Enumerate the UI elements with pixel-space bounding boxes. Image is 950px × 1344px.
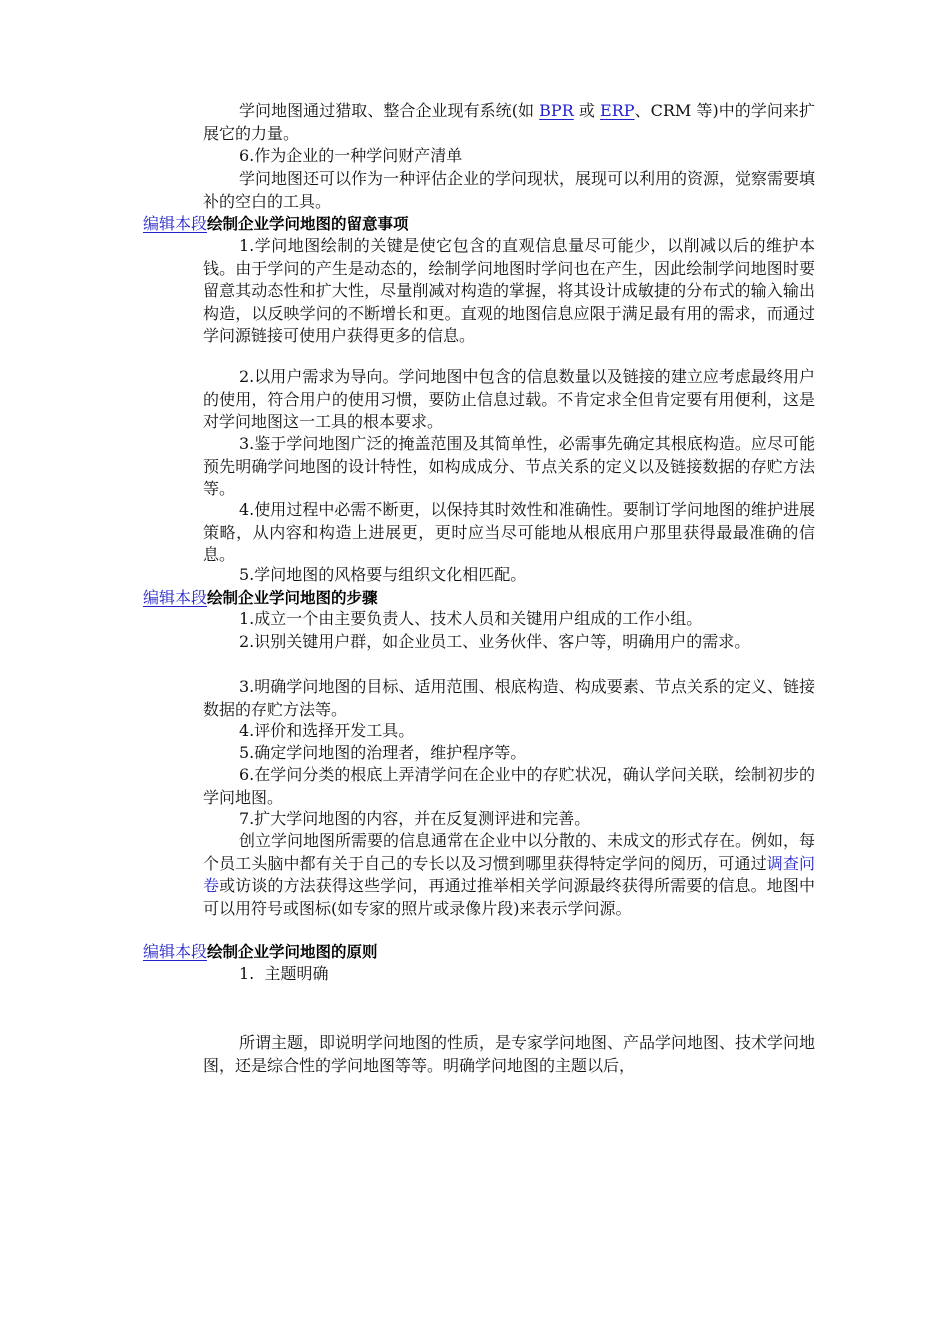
closing-text-2: 或访谈的方法获得这些学问，再通过推举相关学问源最终获得所需要的信息。地图中可以用符号或图标(如专家的照片或录像片段)来表示学问源。 — [203, 876, 815, 918]
section-title: 绘制企业学问地图的原则 — [207, 943, 378, 961]
list-item: 5.学问地图的风格要与组织文化相匹配。 — [239, 565, 527, 584]
list-item: 3.鉴于学问地图广泛的掩盖范围及其简单性，必需事先确定其根底构造。应尽可能预先明确学问地图的设计特性，如构成成分、节点关系的定义以及链接数据的存贮方法等。 — [203, 434, 815, 499]
bpr-link[interactable]: BPR — [539, 101, 574, 120]
list-item: 1.学问地图绘制的关键是使它包含的直观信息量尽可能少，以削减以后的维护本钱。由于学问的产生是动态的，绘制学问地图时学问也在产生，因此绘制学问地图时要留意其动态性和扩大性，尽量削减对构造的掌握，将其设计成敏捷的分布式的输入输出构造，以反映学问的不断增长和更。直观的地图信息应限于满足最有用的需求，而通过学问源链接可使用户获得更多的信息。 — [203, 236, 815, 346]
closing-paragraph — [203, 830, 815, 920]
intro-paragraph — [203, 100, 815, 145]
intro-text-1: 学问地图通过猎取、整合企业现有系统(如 — [239, 101, 540, 120]
survey-link[interactable]: 调查问卷 — [203, 853, 815, 896]
section-title: 绘制企业学问地图的步骤 — [207, 589, 378, 607]
list-item: 2.以用户需求为导向。学问地图中包含的信息数量以及链接的建立应考虑最终用户的使用，符合用户的使用习惯，要防止信息过载。不肯定求全但肯定要有用便利，这是对学问地图这一工具的根本要求。 — [203, 367, 815, 432]
edit-section-link[interactable]: 编辑本段 — [143, 942, 208, 961]
list-item: 5.确定学问地图的治理者，维护程序等。 — [239, 743, 527, 762]
list-item: 1.成立一个由主要负责人、技术人员和关键用户组成的工作小组。 — [239, 609, 703, 628]
closing-text-1: 创立学问地图所需要的信息通常在企业中以分散的、未成文的形式存在。例如，每个员工头脑中都有关于自己的专长以及习惯到哪里获得特定学问的阅历，可通过 — [203, 831, 816, 873]
erp-link[interactable]: ERP — [600, 101, 635, 120]
list-item: 7.扩大学问地图的内容，并在反复测评进和完善。 — [239, 809, 591, 828]
section-heading-principles — [143, 941, 378, 963]
section-heading-steps — [143, 587, 378, 609]
list-item: 4.使用过程中必需不断更，以保持其时效性和准确性。要制订学问地图的维护进展策略，从内容和构造上进展更，更时应当尽可能地从根底用户那里获得最最准确的信息。 — [203, 500, 815, 565]
theme-paragraph: 所谓主题，即说明学问地图的性质，是专家学问地图、产品学问地图、技术学问地图，还是综合性的学问地图等等。明确学问地图的主题以后， — [203, 1033, 816, 1075]
inventory-paragraph: 学问地图还可以作为一种评估企业的学问现状，展现可以利用的资源，觉察需要填补的空白的工具。 — [203, 169, 816, 211]
section-title: 绘制企业学问地图的留意事项 — [207, 215, 409, 233]
list-item-6: 6.作为企业的一种学问财产清单 — [239, 146, 463, 165]
list-item: 1. 主题明确 — [239, 964, 329, 983]
list-item: 4.评价和选择开发工具。 — [239, 721, 415, 740]
intro-text-2: 或 — [573, 101, 601, 120]
list-item: 2.识别关键用户群，如企业员工、业务伙伴、客户等，明确用户的需求。 — [239, 632, 751, 651]
edit-section-link[interactable]: 编辑本段 — [143, 588, 208, 607]
intro-text-3: 、CRM 等)中的学问来扩展它的力量。 — [203, 101, 815, 143]
edit-section-link[interactable]: 编辑本段 — [143, 214, 208, 233]
section-heading-notes — [143, 213, 409, 235]
list-item: 3.明确学问地图的目标、适用范围、根底构造、构成要素、节点关系的定义、链接数据的存贮方法等。 — [203, 677, 815, 719]
list-item: 6.在学问分类的根底上弄清学问在企业中的存贮状况，确认学问关联，绘制初步的学问地图。 — [203, 765, 815, 807]
